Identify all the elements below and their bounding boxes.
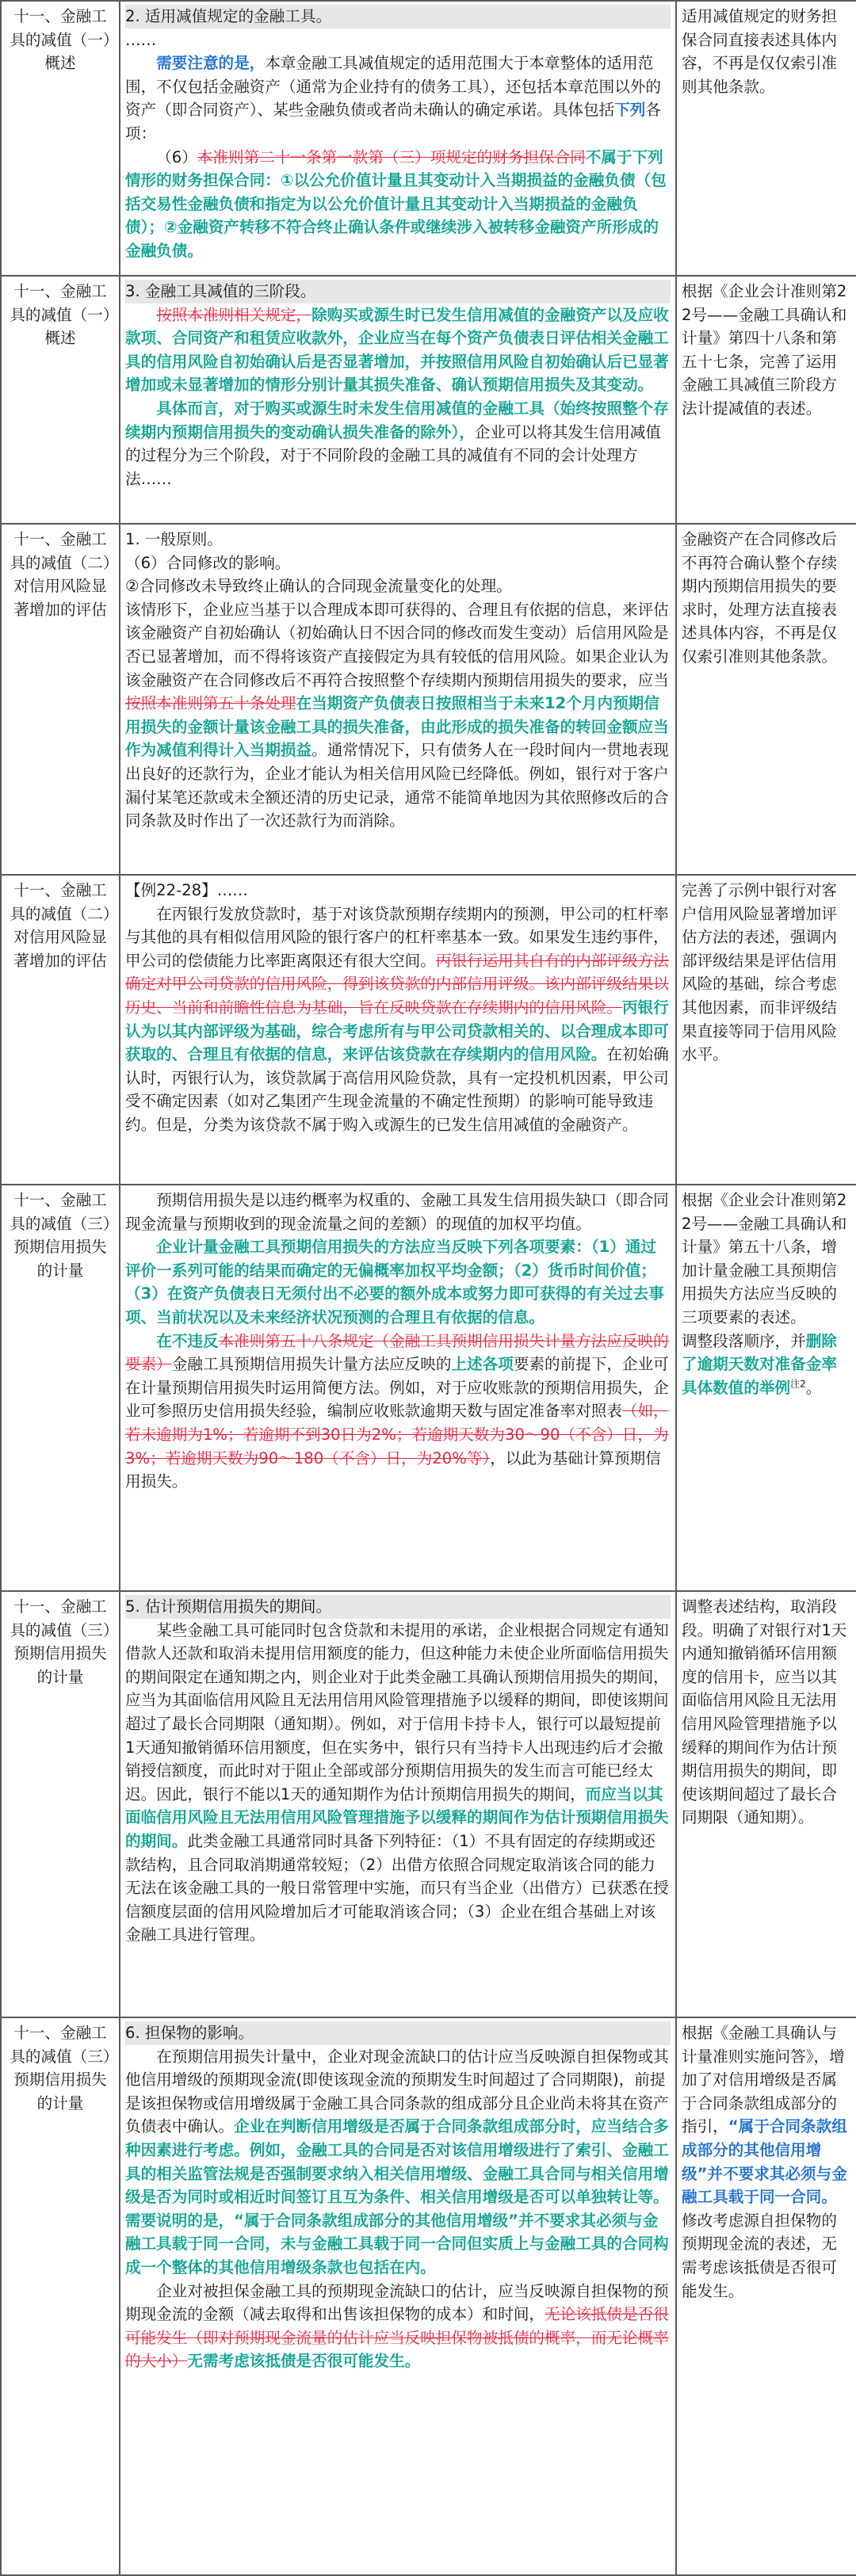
ellipsis: …… — [125, 30, 157, 49]
paragraph — [125, 1619, 671, 1947]
section-heading: 2. 适用减值规定的金融工具。 — [125, 5, 671, 29]
table-row — [1, 276, 856, 524]
text-run: 丙银行运用其自有的内部评级方法确定对甲公司贷款的信用风险，得到该贷款的内部信用评级。该内部评级结果以历史、当前和前瞻性信息为基础，旨在反映贷款在存续期内的信用风险。 — [125, 951, 669, 1017]
text-run: 按照本准则第五十条处理 — [125, 694, 296, 713]
subheading: （6）合同修改的影响。 — [125, 553, 291, 572]
note-cell: 根据《企业会计准则第22号——金融工具确认和计量》第四十八条和第五十七条，完善了运用金融工具减值三阶段方法计提减值的表述。 — [676, 276, 856, 524]
section-heading: 6. 担保物的影响。 — [125, 2021, 671, 2045]
text-run: 要素的前提下，企业可在计量预期信用损失时运用简便方法。例如，对于应收账款的预期信用损失，企业可参照历史信用损失经验，编制应收账款逾期天数与固定准备率对照表 — [125, 1355, 669, 1421]
text-run: 除购买或源生时已发生信用减值的金融资产以及应收款项、合同资产和租赁应收款外，企业应当在每个资产负债表日评估相关金融工具的信用风险自初始确认后是否显著增加，并按照信用风险自初始确认后已显著增加或未显著增加的情形分别计量其损失准备、确认预期信用损失及其变动。 — [125, 305, 669, 395]
paragraph — [125, 1235, 671, 1329]
text-run: 本准则第五十八条规定（金融工具预期信用损失计量方法应反映的要素） — [125, 1331, 669, 1374]
note-cell — [676, 1185, 856, 1591]
content-cell — [120, 2017, 676, 2575]
paragraph — [125, 1189, 671, 1235]
text-run: 上述各项 — [451, 1355, 514, 1374]
paragraph — [125, 303, 671, 397]
text-run: 此类金融工具通常同时具备下列特征：（1）不具有固定的存续期或还款结构，且合同取消期通常较短；（2）出借方依照合同规定取消该合同的能力无法在该金融工具的一般日常管理中实施，而只有当企业（出借方）已获悉在授信额度层面的信用风险增加后才可能取消该合同；（3）企业在组合基础上对该金融工具进行管理。 — [125, 1831, 669, 1944]
content-cell — [120, 276, 676, 524]
text-run: 而应当以其面临信用风险且无法用信用风险管理措施予以缓释的期间作为估计预期信用损失的期间。 — [125, 1784, 669, 1850]
content-cell — [120, 1591, 676, 2017]
paragraph — [125, 146, 671, 263]
text-run: （6） — [156, 147, 197, 166]
text-run: 无需考虑该抵债是否很可能发生。 — [187, 2352, 421, 2371]
text-run: 在丙银行发放贷款时，基于对该贷款预期存续期内的预测，甲公司的杠杆率与其他的具有相似信用风险的银行客户的杠杆率基本一致。如果发生违约事件，甲公司的偿债能力比率距离限还有很大空间。 — [125, 904, 669, 970]
text-run: 丙银行认为以其内部评级为基础，综合考虑所有与甲公司贷款相关的、以合理成本即可获取的、合理且有依据的信息，来评估该贷款在存续期内的信用风险。 — [125, 998, 669, 1064]
paragraph — [125, 2280, 671, 2373]
category-cell: 十一、金融工具的减值（三）预期信用损失的计量 — [1, 2017, 120, 2575]
subheading: ②合同修改未导致终止确认的合同现金流量变化的处理。 — [125, 577, 512, 596]
section-heading: 1. 一般原则。 — [125, 530, 223, 548]
paragraph — [125, 598, 671, 833]
example-heading: 【例22-28】…… — [125, 881, 248, 899]
paragraph — [125, 2045, 671, 2280]
text-run: 在初始确认时，丙银行认为，该贷款属于高信用风险贷款，具有一定投机机因素，甲公司受不确定因素（如对乙集团产生现金流量的不确定性预期）的影响可能导致违约。但是，分类为该贷款不属于购入或源生的已发生信用减值的金融资产。 — [125, 1045, 669, 1134]
text-run: 在不违反 — [156, 1331, 219, 1350]
note-text: 调整段落顺序，并删除了逾期天数对准备金率具体数值的举例$^{注2}$。 — [682, 1331, 837, 1397]
table-row — [1, 2017, 856, 2575]
section-heading: 3. 金融工具减值的三阶段。 — [125, 280, 671, 303]
table-row — [1, 1591, 856, 2017]
content-cell — [120, 1, 676, 276]
category-cell: 十一、金融工具的减值（一）概述 — [1, 276, 120, 524]
category-cell: 十一、金融工具的减值（三）预期信用损失的计量 — [1, 1185, 120, 1591]
content-cell — [120, 524, 676, 875]
table-row — [1, 875, 856, 1185]
note-cell — [676, 2017, 856, 2575]
text-run: 企业可以将其发生信用减值的过程分为三个阶段，对于不同阶段的金融工具的减值有不同的会计处理方法…… — [125, 422, 661, 488]
paragraph — [125, 397, 671, 490]
content-cell — [120, 1185, 676, 1591]
category-cell: 十一、金融工具的减值（二）对信用风险显著增加的评估 — [1, 875, 120, 1185]
text-run: 按照本准则相关规定， — [156, 305, 312, 324]
text-run: 企业对被担保金融工具的预期现金流缺口的估计，应当反映源自担保物的预期现金流的金额（减去取得和出售该担保物的成本）和时间， — [125, 2281, 669, 2324]
category-cell: 十一、金融工具的减值（一）概述 — [1, 1, 120, 276]
text-run: 具体而言，对于购买或源生时未发生信用减值的金融工具（始终按照整个存续期内预期信用损失的变动确认损失准备的除外）， — [125, 399, 669, 441]
text-run: 无论该抵债是否很可能发生（即对预期现金流量的估计应当反映担保物被抵债的概率，而无论概率的大小） — [125, 2305, 669, 2371]
note-text: 修改考虑源自担保物的预期现金流的表述，无需考虑该抵债是否很可能发生。 — [682, 2211, 837, 2300]
table-row — [1, 524, 856, 875]
paragraph — [125, 903, 671, 1137]
text-run: ，以此为基础计算预期信用损失。 — [125, 1448, 661, 1491]
text-run: 金融工具预期信用损失计量方法应反映的 — [171, 1355, 452, 1374]
note-text: 根据《金融工具确认与计量准则实施问答》，增加了对信用增级是否属于合同条款组成部分的指引，“属于合同条款组成部分的其他信用增级”并不要求其必须与金融工具载于同一合同。 — [682, 2024, 847, 2207]
paragraph — [125, 1330, 671, 1494]
text-run: 预期信用损失是以违约概率为权重的、金融工具发生信用损失缺口（即合同现金流量与预期收到的现金流量之间的差额）的现值的加权平均值。 — [125, 1191, 669, 1233]
text-run: 不属于下列情形的财务担保合同：①以公允价值计量且其变动计入当期损益的金融负债（包括交易性金融负债和指定为以公允价值计量且其变动计入当期损益的金融负债）；②金融资产转移不符合终止确认条件或继续涉入被转移金融资产所形成的金融负债。 — [125, 147, 667, 260]
paragraph — [125, 52, 671, 145]
text-run: 本章金融工具减值规定的适用范围大于本章整体的适用范围，不仅包括金融资产（通常为企业持有的债务工具），还包括本章范围以外的资产（即合同资产）、某些金融负债或者尚未确认的确定承诺。具体包括 — [125, 54, 661, 120]
text-run: 企业在判断信用增级是否属于合同条款组成部分时，应当结合多种因素进行考虑。例如，金融工具的合同是否对该信用增级进行了索引、金融工具的相关监管法规是否强制要求纳入相关信用增级、金融工具合同与相关信用增级是否为同时或相近时间签订且互为条件、相关信用增级是否可以单独转让等。需要说明的是，“属于合同条款组成部分的其他信用增级”并不要求其必须与金融工具载于同一合同，未与金融工具载于同一合同但实质上与金融工具的合同构成一个整体的其他信用增级条款也包括在内。 — [125, 2117, 669, 2276]
text-run: 需要注意的是， — [156, 54, 266, 73]
text-run: 该情形下，企业应当基于以合理成本即可获得的、合理且有依据的信息，来评估该金融资产自初始确认（初始确认日不因合同的修改而发生变动）后信用风险是否已显著增加，而不得将该资产直接假定为具有较低的信用风险。如果企业认为该金融资产在合同修改后不再符合按照整个存续期内预期信用损失的要求，应当 — [125, 600, 669, 689]
text-run: 各项： — [125, 101, 661, 143]
note-cell: 调整表述结构，取消段段。明确了对银行对1天内通知撤销循环信用额度的信用卡，应当以其面临信用风险且无法用信用风险管理措施予以缓释的期间作为估计预期信用损失的期间，即使该期间超过了最长合同期限（通知期）。 — [676, 1591, 856, 2017]
note-cell: 完善了示例中银行对客户信用风险显著增加评估方法的表述，强调内部评级结果是评估信用风险的基础，综合考虑其他因素，而非评级结果直接等同于信用风险水平。 — [676, 875, 856, 1185]
content-cell — [120, 875, 676, 1185]
text-run: 下列 — [614, 101, 646, 120]
text-run: 。通常情况下，只有债务人在一段时间内一贯地表现出良好的还款行为，企业才能认为相关信用风险已经降低。例如，银行对于客户漏付某笔还款或未全额还清的历史记录，通常不能简单地因为其依照修改后的合同条款及时作出了一次还款行为而消除。 — [125, 741, 669, 830]
text-run: 本准则第二十一条第一款第（三）项规定的财务担保合同 — [197, 147, 586, 166]
note-cell: 金融资产在合同修改后不再符合确认整个存续期内预期信用损失的要求时，处理方法直接表述具体内容，不再是仅仅索引准则其他条款。 — [676, 524, 856, 875]
category-cell: 十一、金融工具的减值（三）预期信用损失的计量 — [1, 1591, 120, 2017]
table-row — [1, 1185, 856, 1591]
note-cell: 适用减值规定的财务担保合同直接表述具体内容，不再是仅仅索引准则其他条款。 — [676, 1, 856, 276]
note-text: 根据《企业会计准则第22号——金融工具确认和计量》第五十八条，增加计量金融工具预期信用损失方法应当反映的三项要素的表述。 — [682, 1191, 847, 1326]
text-run: 在当期资产负债表日按照相当于未来12个月内预期信用损失的金额计量该金融工具的损失准备，由此形成的损失准备的转回金额应当作为减值利得计入当期损益 — [125, 694, 669, 760]
text-run: 某些金融工具可能同时包含贷款和未提用的承诺，企业根据合同规定有通知借款人还款和取消未提用信用额度的能力，但这种能力未使企业所面临信用损失的期间限定在通知期之内，则企业对于此类金融工具确认预期信用损失的期间，应当为其面临信用风险且无法用信用风险管理措施予以缓释的期间，即使该期间超过了最长合同期限（通知期）。例如，对于信用卡持卡人，银行可以最短提前1天通知撤销循环信用额度，但在实务中，银行只有当持卡人出现违约后才会撤销授信额度，而此时对于阻止全部或部分预期信用损失的发生而言可能已经太迟。因此，银行不能以1天的通知期作为估计预期信用损失的期间， — [125, 1620, 669, 1803]
table-row — [1, 1, 856, 276]
text-run: 企业计量金融工具预期信用损失的方法应当反映下列各项要素：（1）通过评价一系列可能的结果而确定的无偏概率加权平均金额；（2）货币时间价值；（3）在资产负债表日无须付出不必要的额外成本或努力即可获得的有关过去事项、当前状况以及未来经济状况预测的合理且有依据的信息。 — [125, 1238, 664, 1326]
text-run: 在预期信用损失计量中，企业对现金流缺口的估计应当反映源自担保物或其他信用增级的预期现金流(即使该现金流的预期发生时间超过了合同期限)，前提是该担保物或信用增级属于金融工具合同条款的组成部分且企业尚未将其在资产负债表中确认。 — [125, 2047, 669, 2136]
category-cell: 十一、金融工具的减值（二）对信用风险显著增加的评估 — [1, 524, 120, 875]
text-run: （如，若未逾期为1%；若逾期不到30日为2%；若逾期天数为30～90（不含）日，为3%；若逾期天数为90～180（不含）日，为20%等） — [125, 1402, 669, 1467]
section-heading: 5. 估计预期信用损失的期间。 — [125, 1595, 671, 1619]
